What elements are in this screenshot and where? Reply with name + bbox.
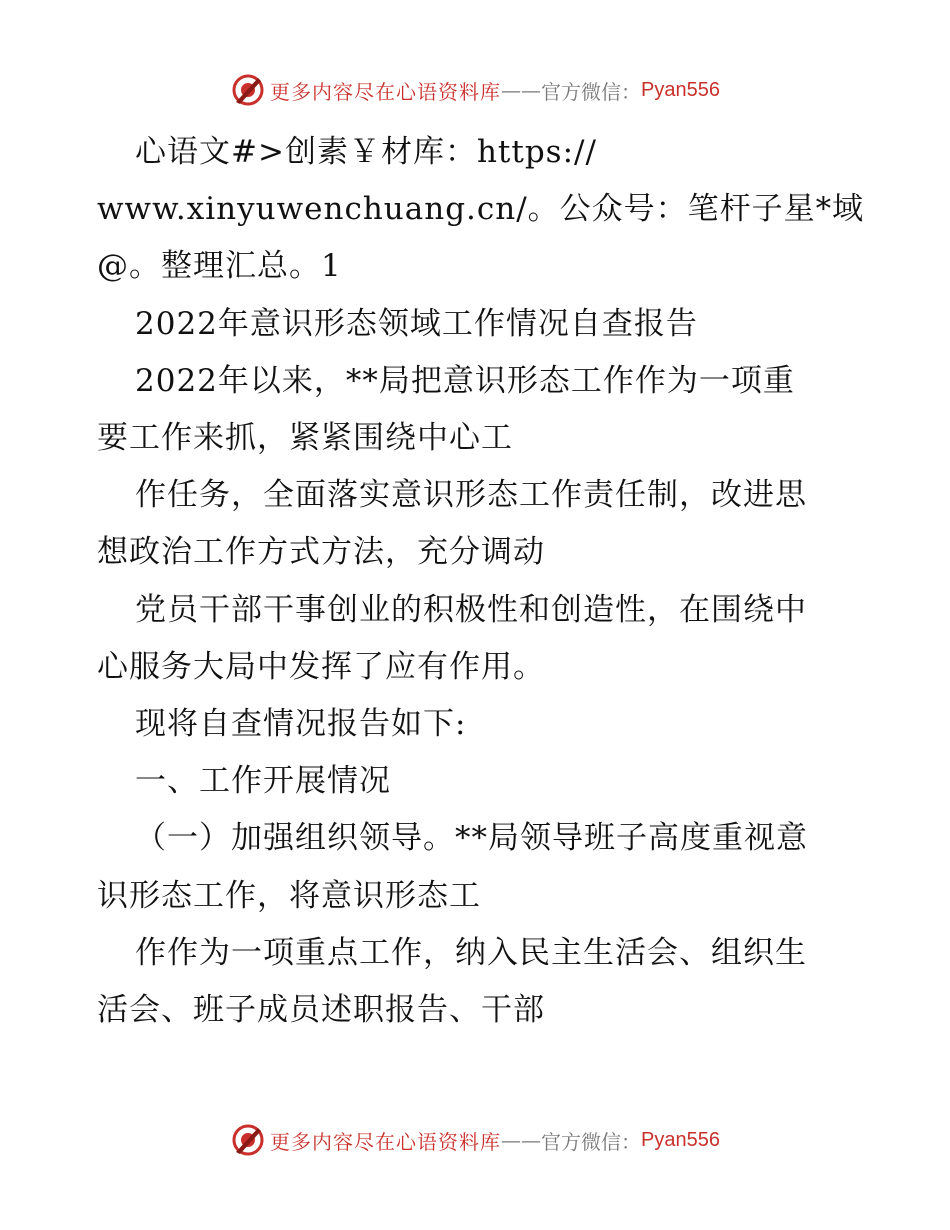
body-line: 识形态工作，将意识形态工 <box>97 877 481 914</box>
body-line: （一）加强组织领导。**局领导班子高度重视意 <box>135 820 808 857</box>
body-line: 要工作来抓，紧紧围绕中心工 <box>97 420 513 457</box>
banner-official-label: 官方微信： <box>541 1129 642 1154</box>
report-title: 2022年意识形态领域工作情况自查报告 <box>135 305 698 342</box>
body-line: 党员干部干事创业的积极性和创造性，在围绕中 <box>135 591 807 628</box>
section-heading: 一、工作开展情况 <box>135 763 391 800</box>
body-line: 想政治工作方式方法，充分调动 <box>97 534 545 571</box>
body-line: 活会、班子成员述职报告、干部 <box>97 992 545 1029</box>
quill-seal-logo-icon <box>230 72 266 108</box>
body-line: 作任务，全面落实意识形态工作责任制，改进思 <box>135 477 807 514</box>
banner-main-text: 更多内容尽在心语资料库 <box>270 1129 502 1154</box>
banner-dash: —— <box>501 1128 542 1152</box>
banner-account-id: Pyan556 <box>641 78 720 101</box>
body-line: 作作为一项重点工作，纳入民主生活会、组织生 <box>135 934 807 971</box>
banner-main-text: 更多内容尽在心语资料库 <box>270 79 502 104</box>
body-line: 现将自查情况报告如下: <box>135 706 467 743</box>
body-line: @。整理汇总。1 <box>97 248 342 285</box>
banner-official-label: 官方微信： <box>541 79 642 104</box>
quill-seal-logo-icon <box>230 1122 266 1158</box>
footer-watermark-banner <box>0 1120 950 1160</box>
body-line: 心语文#>创素￥材库：https:// <box>135 134 597 170</box>
header-watermark-banner <box>0 70 950 110</box>
body-line: 心服务大局中发挥了应有作用。 <box>97 648 545 685</box>
document-body <box>97 124 867 1039</box>
body-line: www.xinyuwenchuang.cn/。公众号：笔杆子星*域 <box>97 191 865 228</box>
banner-dash: —— <box>501 78 542 102</box>
banner-account-id: Pyan556 <box>641 1128 720 1151</box>
body-line: 2022年以来，**局把意识形态工作作为一项重 <box>135 362 795 399</box>
